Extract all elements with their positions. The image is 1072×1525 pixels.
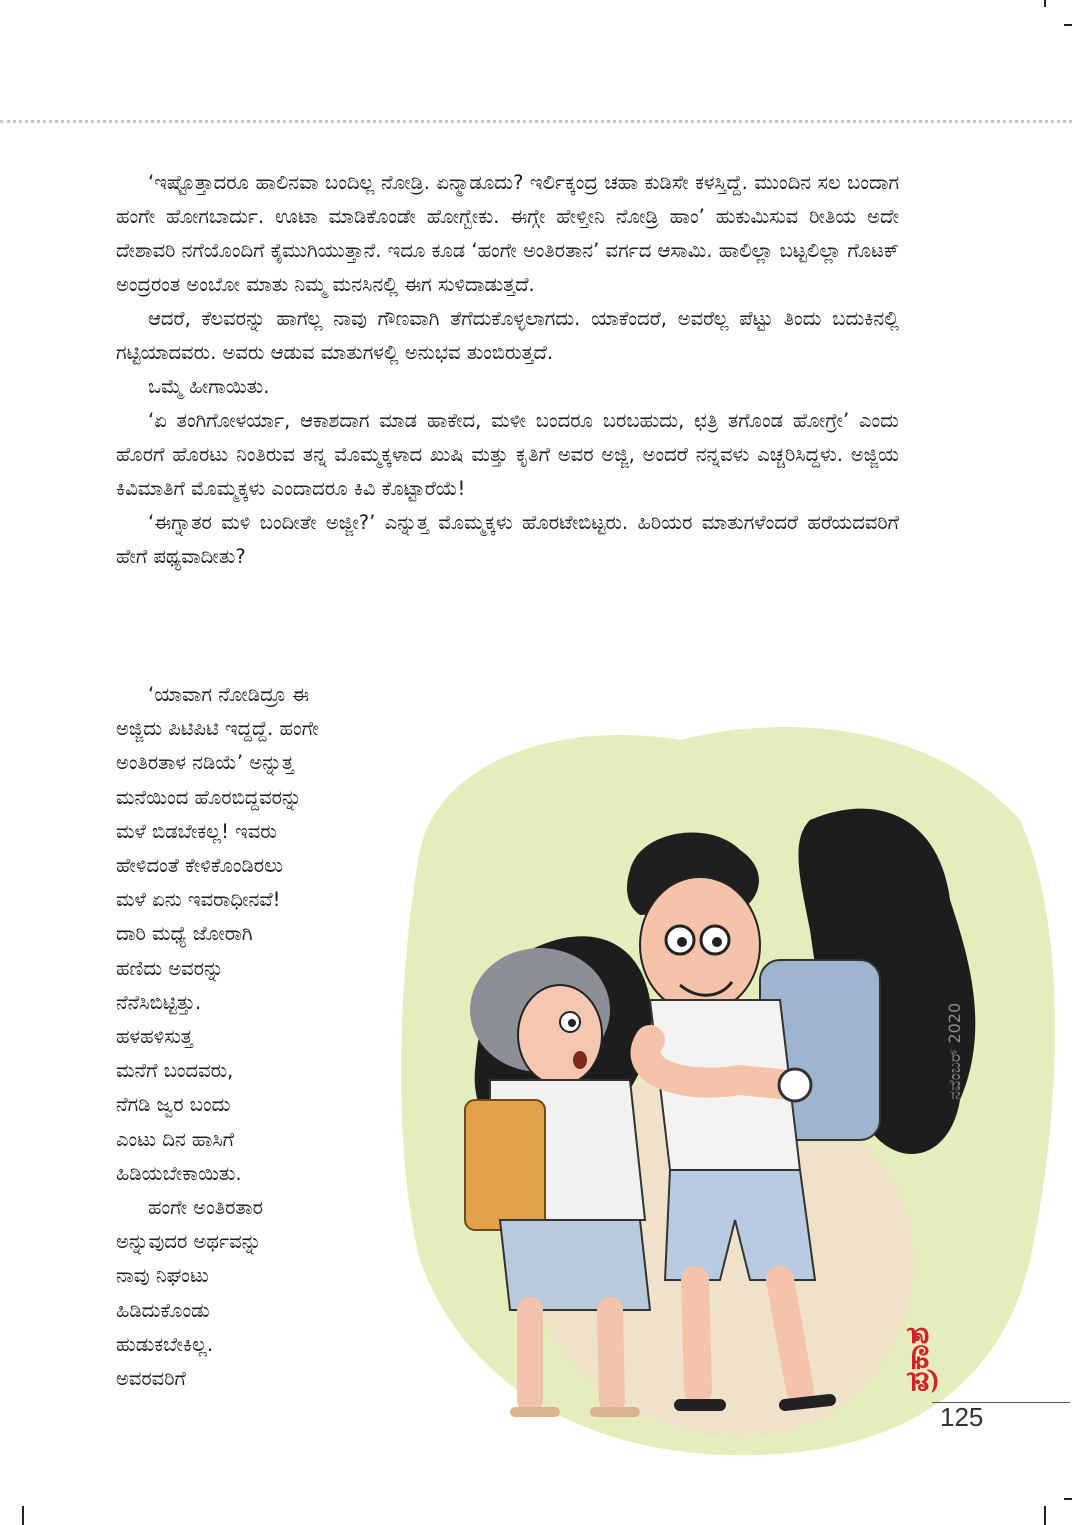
paragraph: ‘ಏ ತಂಗಿಗೋಳರ್ಯಾ, ಆಕಾಶದಾಗ ಮಾಡ ಹಾಕೇದ, ಮಳೀ ಬಂದರೂ ಬರಬಹುದು, ಛತ್ರಿ ತಗೊಂಡ ಹೋಗ್ರೇ’ ಎಂದು ಹೊರಗೆ ಹೊರಟು ನಿಂತಿರುವ ತನ್ನ ಮೊಮ್ಮಕ್ಕಳಾದ ಖುಷಿ ಮತ್ತು ಕೃತಿಗೆ ಅವರ ಅಜ್ಜಿ, ಅಂದರೆ ನನ್ನವಳು ಎಚ್ಚರಿಸಿದ್ದಳು. ಅಜ್ಜಿಯ ಕಿವಿಮಾತಿಗೆ ಮೊಮ್ಮಕ್ಕಳು ಎಂದಾದರೂ ಕಿವಿ ಕೊಟ್ಟಾರೆಯೆ!	[116, 409, 899, 500]
illustration-caption: ನವೆಂಬರ್ 2020	[945, 1002, 964, 1100]
paragraph: ಒಮ್ಮೆ ಹೀಗಾಯಿತು.	[148, 375, 270, 398]
text-line: ನಾವು ನಿಘಂಟು	[116, 1264, 209, 1288]
text-line: ನೆಗಡಿ ಜ್ವರ ಬಂದು	[116, 1093, 231, 1117]
text-line: ಹೇಳಿದಂತೆ ಕೇಳಿಕೊಂಡಿರಲು	[116, 854, 283, 878]
paragraph: ಆದರೆ, ಕೆಲವರನ್ನು ಹಾಗೆಲ್ಲ ನಾವು ಗೌಣವಾಗಿ ತೆಗೆದುಕೊಳ್ಳಲಾಗದು. ಯಾಕೆಂದರೆ, ಅವರೆಲ್ಲ ಪೆಟ್ಟು ತಿಂದು ಬದುಕಿನಲ್ಲಿ ಗಟ್ಟಿಯಾದವರು. ಅವರು ಆಡುವ ಮಾತುಗಳಲ್ಲಿ ಅನುಭವ ತುಂಬಿರುತ್ತದೆ.	[116, 307, 899, 364]
text-line: ಹಣಿದು ಅವರನ್ನು	[116, 956, 224, 980]
text-line: ಹಿಡಿಯಬೇಕಾಯಿತು.	[116, 1161, 242, 1185]
text-line: ಅನ್ನುವುದರ ಅರ್ಥವನ್ನು	[116, 1230, 262, 1254]
text-line: ಹಂಗೇ ಅಂತಿರತಾರ	[148, 1196, 263, 1220]
text-line: ಮಳೆ ಬಿಡಬೇಕಲ್ಲ! ಇವರು	[116, 819, 277, 843]
boy-face	[640, 877, 760, 1013]
text-line: ಮನೆಗೆ ಬಂದವರು,	[116, 1059, 234, 1083]
text-line: ಅಜ್ಜಿದು ಪಿಟಿಪಿಟಿ ಇದ್ದದ್ದೆ. ಹಂಗೇ	[116, 717, 319, 741]
text-line: ಅವರವರಿಗೆ	[116, 1367, 186, 1391]
cartoon-illustration	[380, 700, 1072, 1460]
text-line: ಮನೆಯಿಂದ ಹೊರಬಿದ್ದವರನ್ನು	[116, 785, 302, 809]
paragraph: ‘ಇಷ್ಟೊತ್ತಾದರೂ ಹಾಲಿನವಾ ಬಂದಿಲ್ಲ ನೋಡ್ರಿ. ಏನ್ಮಾಡೂದು? ಇರ್ಲಿಕ್ಕಂದ್ರ ಚಹಾ ಕುಡಿಸೇ ಕಳಸ್ತಿದ್ದೆ. ಮುಂದಿನ ಸಲ ಬಂದಾಗ ಹಂಗೇ ಹೋಗಬಾರ್ದು. ಊಟಾ ಮಾಡಿಕೊಂಡೇ ಹೋಗ್ಬೇಕು. ಈಗ್ಗೇ ಹೇಳ್ತೀನಿ ನೋಡ್ರಿ ಹಾಂ’ ಹುಕುಮಿಸುವ ರೀತಿಯ ಅದೇ ದೇಶಾವರಿ ನಗೆಯೊಂದಿಗೆ ಕೈಮುಗಿಯುತ್ತಾನೆ. ಇದೂ ಕೂಡ ‘ಹಂಗೇ ಅಂತಿರತಾನ’ ವರ್ಗದ ಆಸಾಮಿ. ಹಾಲಿಲ್ಲಾ ಬಟ್ಟಲಿಲ್ಲಾ ಗೊಟಕ್ ಅಂದ್ರರಂತ ಅಂಬೋ ಮಾತು ನಿಮ್ಮ ಮನಸಿನಲ್ಲಿ ಈಗ ಸುಳಿದಾಡುತ್ತದೆ.	[116, 171, 899, 296]
text-line: ಅಂತಿರತಾಳ ನಡಿಯೆ’ ಅನ್ನುತ್ತ	[116, 751, 294, 775]
header-dotted-rule	[0, 120, 1072, 123]
text-line: ದಾರಿ ಮಧ್ಯೆ ಜೋರಾಗಿ	[116, 922, 253, 946]
text-line: ಎಂಟು ದಿನ ಹಾಸಿಗೆ	[116, 1127, 235, 1151]
crop-mark-bottom-left	[22, 1506, 24, 1525]
text-line: ‘ಯಾವಾಗ ನೋಡಿದ್ರೂ ಈ	[148, 683, 310, 706]
page-number: 125	[940, 1402, 984, 1432]
text-line: ನೆನೆಸಿಬಿಟ್ಟಿತ್ತು.	[116, 990, 202, 1014]
side-column-text	[116, 678, 406, 1396]
girl-face	[518, 985, 602, 1085]
artist-signature: ಪ್ರಕಾಶ	[898, 1326, 936, 1392]
text-line: ಹಳಹಳಿಸುತ್ತ	[116, 1025, 193, 1049]
text-line: ಹುಡುಕಬೇಕಿಲ್ಲ.	[116, 1332, 214, 1356]
crop-mark-bottom-right	[1044, 1506, 1046, 1525]
text-line: ಮಳೆ ಏನು ಇವರಾಧೀನವೆ!	[116, 888, 281, 912]
girl-skirt	[500, 1220, 650, 1310]
article-body	[116, 166, 899, 574]
wristwatch	[779, 1069, 811, 1101]
crop-mark-top-right	[1044, 0, 1046, 7]
crop-mark-right-upper	[1064, 24, 1072, 26]
girl-backpack	[465, 1100, 545, 1230]
crop-mark-right-lower	[1064, 1498, 1072, 1500]
text-line: ಹಿಡಿದುಕೊಂಡು	[116, 1298, 210, 1322]
paragraph: ‘ಈಗ್ನಾತರ ಮಳಿ ಬಂದೀತೇ ಅಜ್ಜೀ?’ ಎನ್ನುತ್ತ ಮೊಮ್ಮಕ್ಕಳು ಹೊರಟೇಬಿಟ್ಟರು. ಹಿರಿಯರ ಮಾತುಗಳೆಂದರೆ ಹರೆಯದವರಿಗೆ ಹೇಗೆ ಪಥ್ಯವಾದೀತು?	[116, 511, 899, 568]
